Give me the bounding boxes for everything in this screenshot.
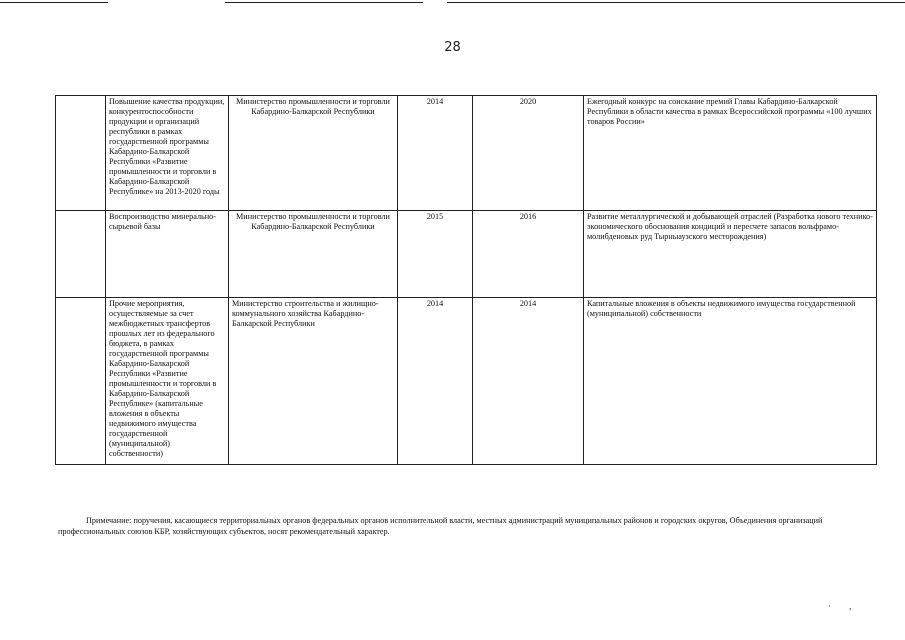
end-year-cell: 2014 [473,298,584,465]
table-row [56,96,877,211]
executor-cell: Министерство промышленности и торговли Кабардино-Балкарской Республики [229,96,398,211]
table-row [56,211,877,298]
measures-table [55,95,877,465]
end-year-cell: 2020 [473,96,584,211]
scan-edge-line-right [447,2,905,3]
table-row [56,298,877,465]
executor-cell: Министерство строительства и жилищно-коммунального хозяйства Кабардино-Балкарской Республики [229,298,398,465]
page-number: 28 [444,40,461,55]
measure-name-cell: Воспроизводство минерально-сырьевой базы [106,211,229,298]
start-year-cell: 2014 [398,96,473,211]
result-cell: Капитальные вложения в объекты недвижимого имущества государственной (муниципальной) собственности [584,298,877,465]
row-number-cell [56,298,106,465]
footnote: Примечание: поручения, касающиеся территориальных органов федеральных органов исполнительной власти, местных администраций муниципальных районов и городских округов, Объединения организаций профессиональных союзов КБР, хозяйствующих субъектов, носят рекомендательный характер. [58,516,823,536]
end-year-cell: 2016 [473,211,584,298]
executor-cell: Министерство промышленности и торговли Кабардино-Балкарской Республики [229,211,398,298]
result-cell: Развитие металлургической и добывающей отраслей (Разработка нового технико-экономического обоснования кондиций и пересчете запасов вольфрамо-молибденовых руд Тырныаузского месторождения) [584,211,877,298]
measure-name-cell: Прочие мероприятия, осуществляемые за счет межбюджетных трансфертов прошлых лет из федерального бюджета, в рамках государственной программы Кабардино-Балкарской Республики «Развитие промышленности и торговли в Кабардино-Балкарской Республике» (капитальные вложения в объекты недвижимого имущества государственной (муниципальной) собственности) [106,298,229,465]
row-number-cell [56,96,106,211]
measure-name-cell: Повышение качества продукции, конкурентоспособности продукции и организаций республики в рамках государственной программы Кабардино-Балкарской Республики «Развитие промышленности и торговли в Кабардино-Балкарской Республике» на 2013-2020 годы [106,96,229,211]
row-number-cell [56,211,106,298]
scan-specks: · , [828,601,852,611]
start-year-cell: 2015 [398,211,473,298]
scan-edge-line-middle [225,2,423,3]
scan-edge-line-left [0,2,108,3]
start-year-cell: 2014 [398,298,473,465]
result-cell: Ежегодный конкурс на соискание премий Главы Кабардино-Балкарской Республики в области качества в рамках Всероссийской программы «100 лучших товаров России» [584,96,877,211]
